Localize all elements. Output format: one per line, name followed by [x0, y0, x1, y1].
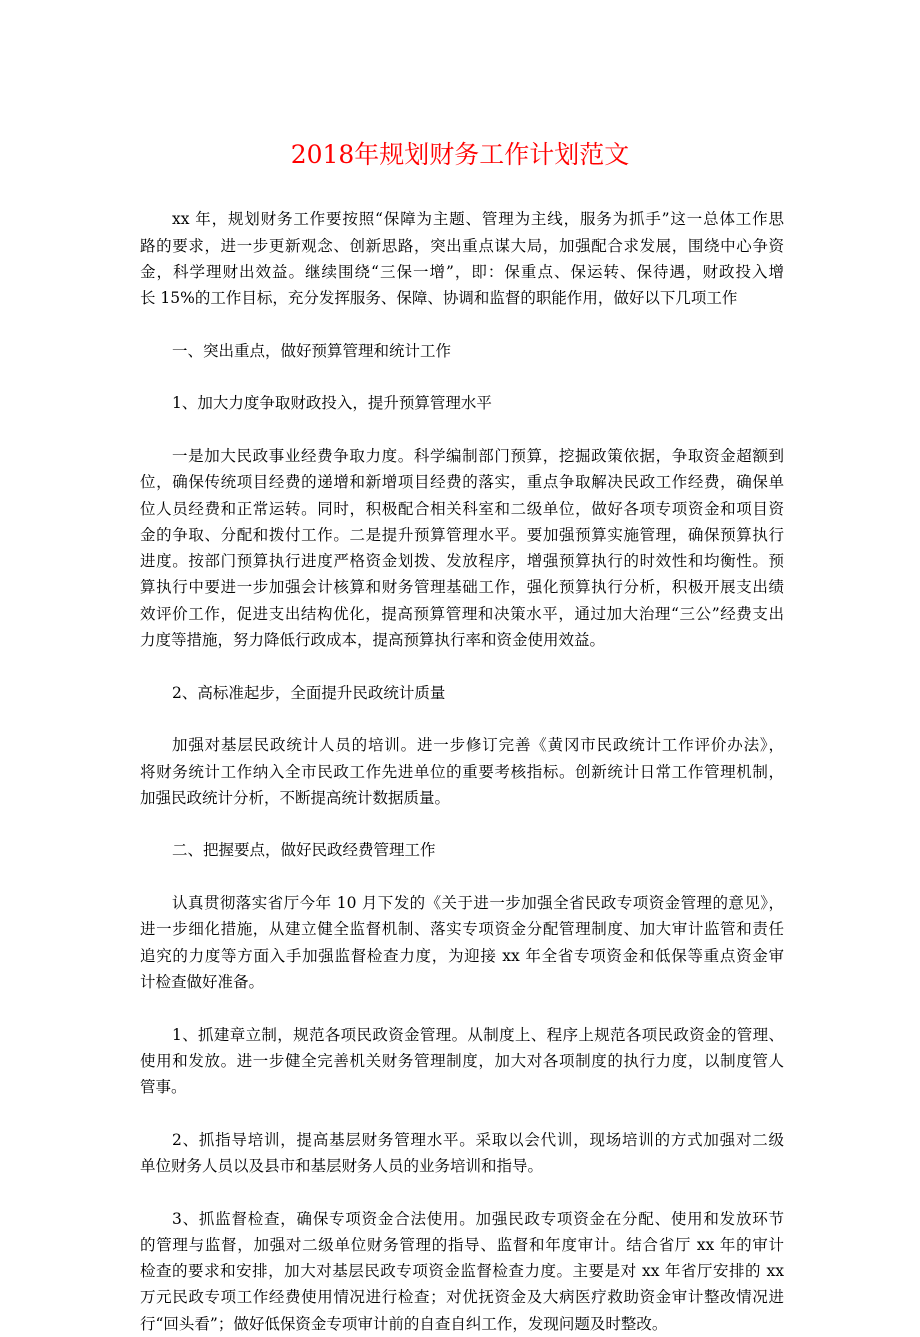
text-line: 路的要求，进一步更新观念、创新思路，突出重点谋大局，加强配合求发展，围绕中心争资: [140, 236, 784, 255]
section-heading: [140, 390, 784, 416]
paragraph: [140, 443, 784, 653]
text-line: 一、突出重点，做好预算管理和统计工作: [172, 341, 452, 360]
section-heading: [140, 338, 784, 364]
text-line: 一是加大民政事业经费争取力度。科学编制部门预算，挖掘政策依据，争取资金超额到: [172, 446, 784, 465]
text-line: 1、加大力度争取财政投入，提升预算管理水平: [172, 394, 492, 413]
text-line: 将财务统计工作纳入全市民政工作先进单位的重要考核指标。创新统计日常工作管理机制，: [140, 762, 784, 781]
paragraph-spacer: [140, 417, 784, 443]
text-line: xx 年，规划财务工作要按照“保障为主题、管理为主线，服务为抓手”这一总体工作思: [172, 210, 784, 229]
text-line: 效评价工作，促进支出结构优化，提高预算管理和决策水平，通过加大治理“三公”经费支出: [140, 604, 784, 623]
section-heading: [140, 680, 784, 706]
text-line: 位人员经费和正常运转。同时，积极配合相关科室和二级单位，做好各项专项资金和项目资: [140, 499, 784, 518]
paragraph: [140, 1022, 784, 1101]
text-line: 2、高标准起步，全面提升民政统计质量: [172, 683, 446, 702]
text-line: 加强对基层民政统计人员的培训。进一步修订完善《黄冈市民政统计工作评价办法》，: [172, 736, 784, 755]
text-line: 进一步细化措施，从建立健全监督机制、落实专项资金分配管理制度、加大审计监管和责任: [140, 920, 784, 939]
text-line: 位，确保传统项目经费的递增和新增项目经费的落实，重点争取解决民政工作经费，确保单: [140, 473, 784, 492]
paragraph: [140, 732, 784, 811]
text-line: 力度等措施，努力降低行政成本，提高预算执行率和资金使用效益。: [140, 631, 606, 650]
paragraph: [140, 1206, 784, 1337]
text-line: 的管理与监督，加强对二级单位财务管理的指导、监督和年度审计。结合省厅 xx 年的审计: [140, 1235, 784, 1254]
paragraph: [140, 890, 784, 995]
paragraph-spacer: [140, 180, 784, 206]
text-line: 加强民政统计分析，不断提高统计数据质量。: [140, 788, 451, 807]
text-line: 单位财务人员以及县市和基层财务人员的业务培训和指导。: [140, 1156, 544, 1175]
text-line: 2、抓指导培训，提高基层财务管理水平。采取以会代训，现场培训的方式加强对二级: [172, 1130, 784, 1149]
text-line: 算执行中要进一步加强会计核算和财务管理基础工作，强化预算执行分析，积极开展支出绩: [140, 578, 784, 597]
paragraph-spacer: [140, 1100, 784, 1126]
text-line: 行“回头看”；做好低保资金专项审计前的自查自纠工作，发现问题及时整改。: [140, 1314, 668, 1333]
text-line: 计检查做好准备。: [140, 972, 265, 991]
paragraph: [140, 206, 784, 311]
paragraph-spacer: [140, 1179, 784, 1205]
text-line: 管事。: [140, 1078, 187, 1097]
paragraph-spacer: [140, 311, 784, 337]
text-line: 认真贯彻落实省厅今年 10 月下发的《关于进一步加强全省民政专项资金管理的意见》，: [172, 894, 784, 913]
text-line: 进度。按部门预算执行进度严格资金划拨、发放程序，增强预算执行的时效性和均衡性。预: [140, 552, 784, 571]
paragraph-spacer: [140, 653, 784, 679]
paragraph-spacer: [140, 811, 784, 837]
text-line: 长 15%的工作目标，充分发挥服务、保障、协调和监督的职能作用，做好以下几项工作: [140, 289, 738, 308]
text-line: 追究的力度等方面入手加强监督检查力度，为迎接 xx 年全省专项资金和低保等重点资金审: [140, 946, 784, 965]
text-line: 二、把握要点，做好民政经费管理工作: [172, 841, 436, 860]
text-line: 3、抓监督检查，确保专项资金合法使用。加强民政专项资金在分配、使用和发放环节: [172, 1209, 784, 1228]
paragraph-spacer: [140, 995, 784, 1021]
text-line: 使用和发放。进一步健全完善机关财务管理制度，加大对各项制度的执行力度，以制度管人: [140, 1051, 784, 1070]
text-line: 万元民政专项工作经费使用情况进行检查；对优抚资金及大病医疗救助资金审计整改情况进: [140, 1288, 784, 1307]
paragraph-spacer: [140, 864, 784, 890]
section-heading: [140, 837, 784, 863]
paragraph-spacer: [140, 364, 784, 390]
document-body: [140, 180, 784, 1337]
paragraph-spacer: [140, 706, 784, 732]
document-title: 2018年规划财务工作计划范文: [290, 140, 630, 169]
text-line: 1、抓建章立制，规范各项民政资金管理。从制度上、程序上规范各项民政资金的管理、: [172, 1025, 784, 1044]
text-line: 检查的要求和安排，加大对基层民政专项资金监督检查力度。主要是对 xx 年省厅安排的 xx: [140, 1262, 784, 1281]
paragraph: [140, 1127, 784, 1180]
text-line: 金的争取、分配和拨付工作。二是提升预算管理水平。要加强预算实施管理，确保预算执行: [140, 525, 784, 544]
text-line: 金，科学理财出效益。继续围绕“三保一增”，即：保重点、保运转、保待遇，财政投入增: [140, 262, 784, 281]
